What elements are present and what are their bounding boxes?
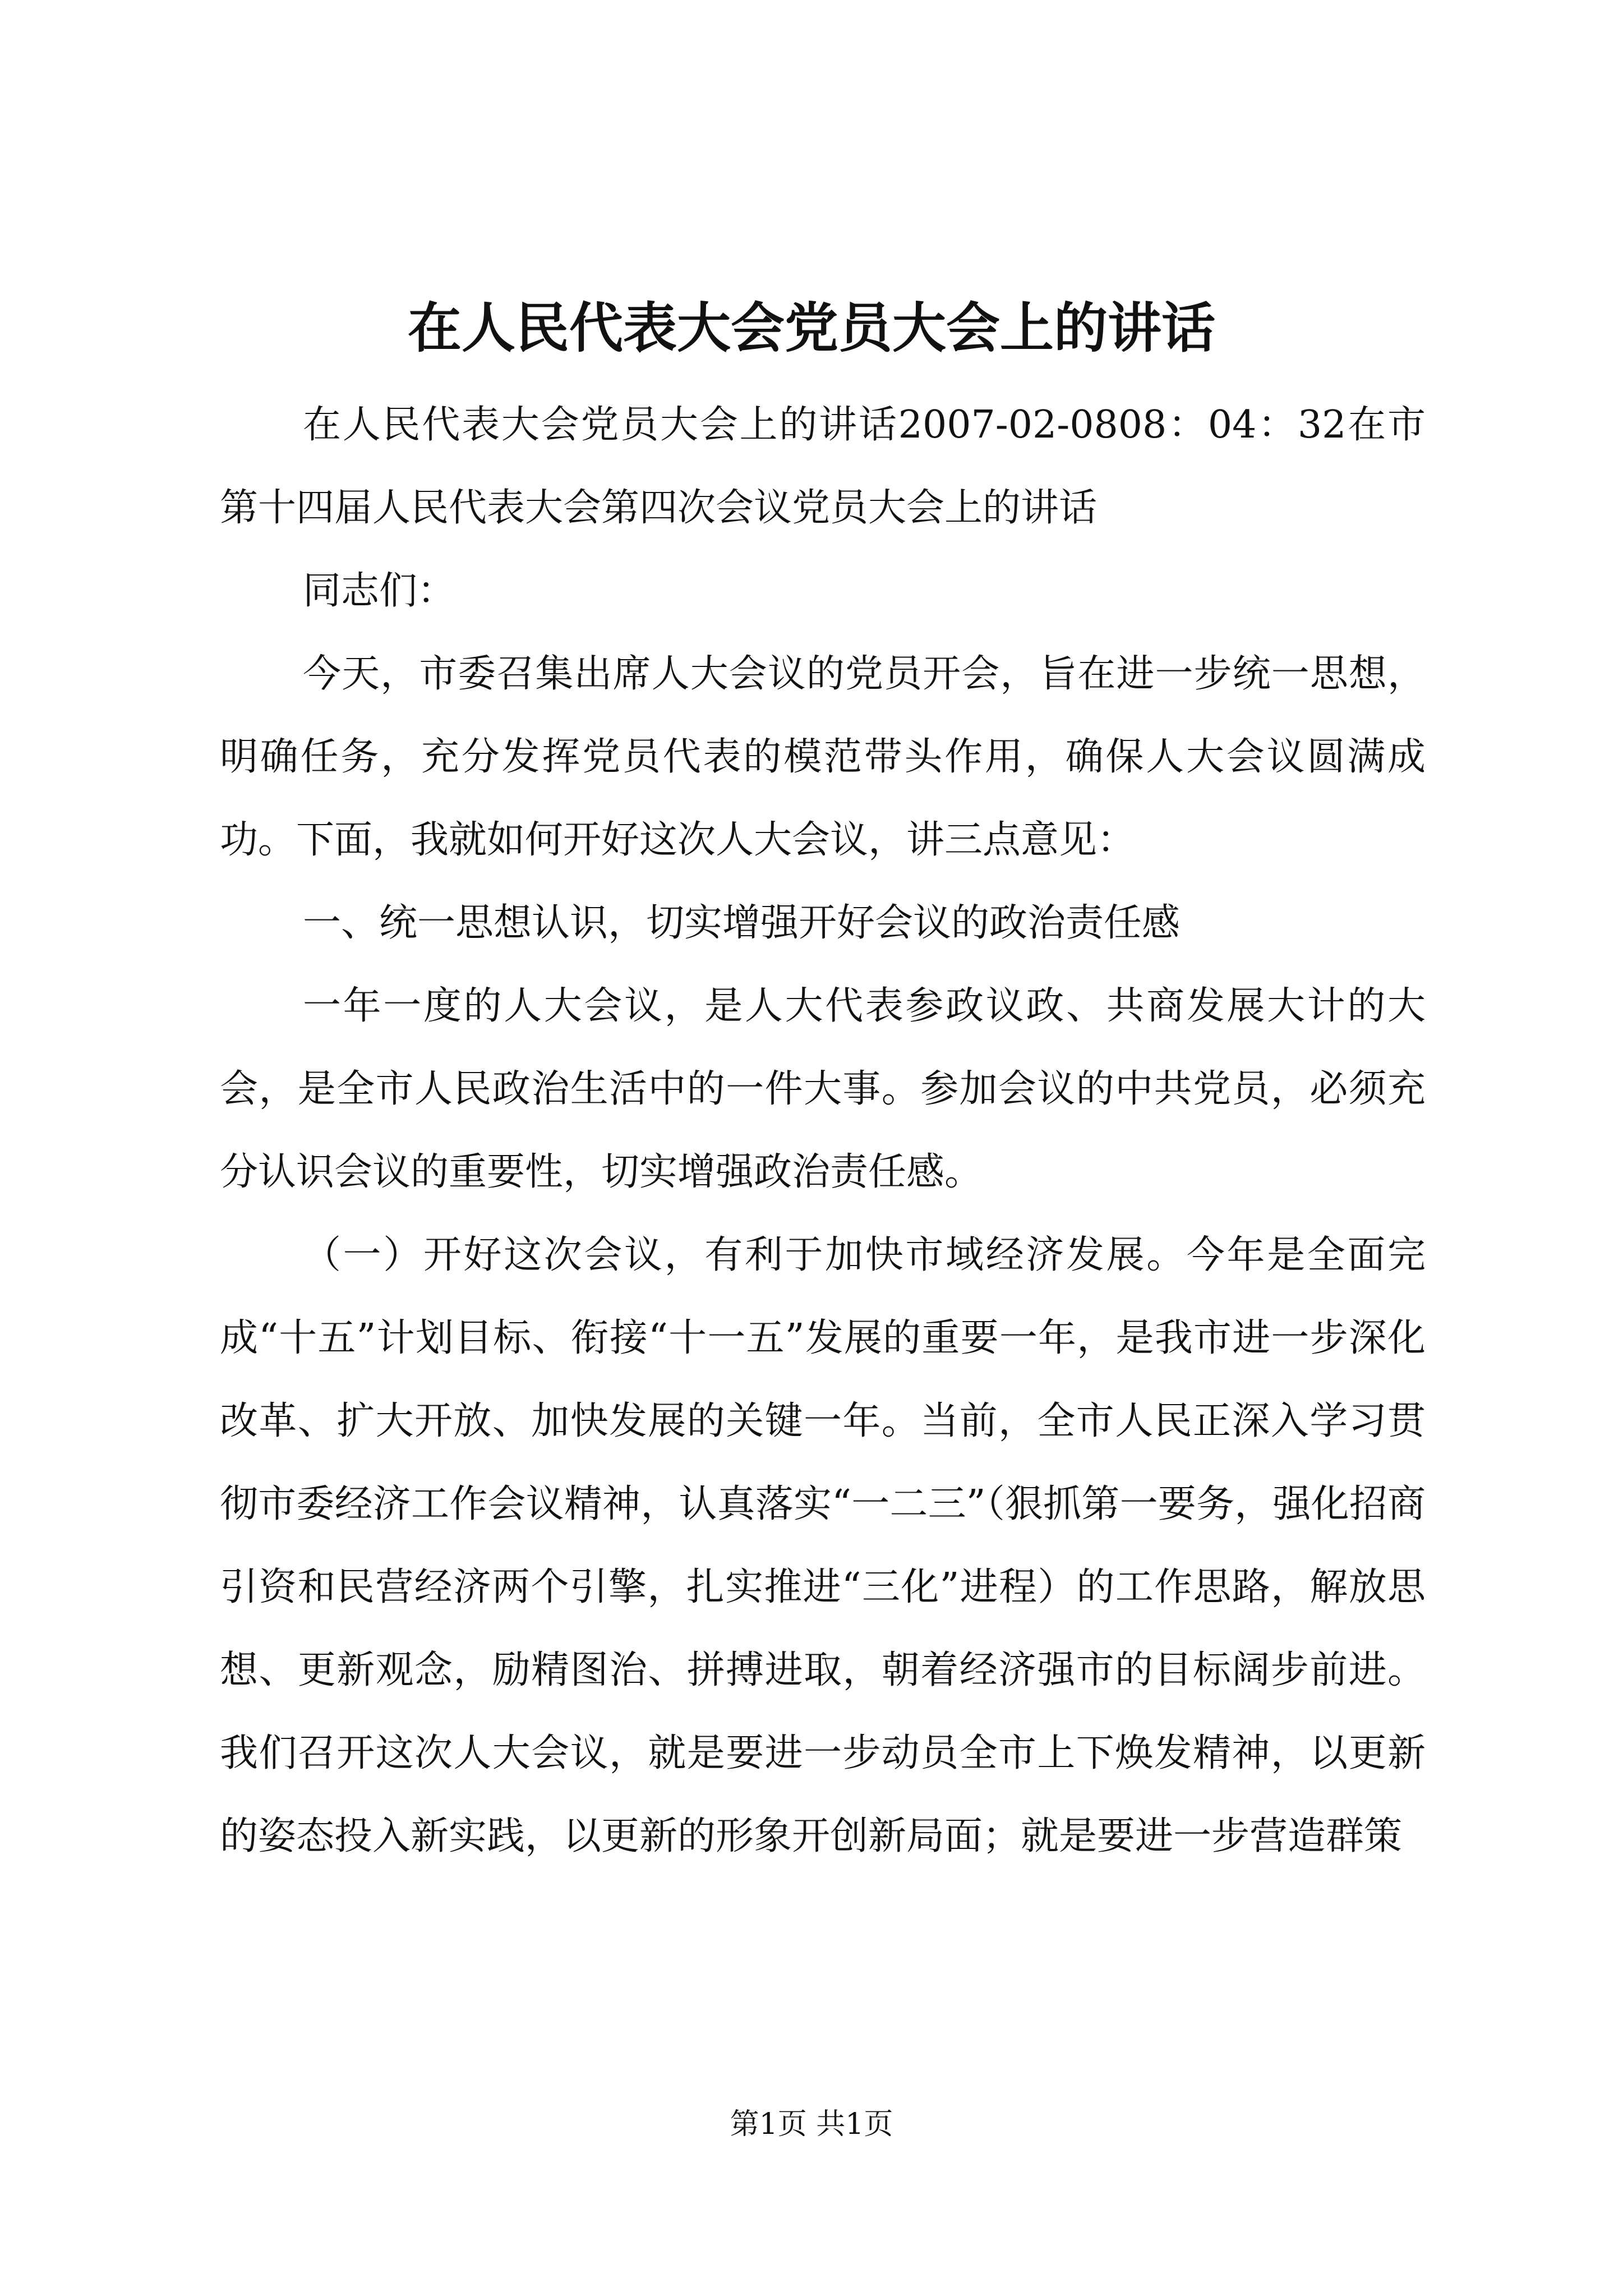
paragraph-salutation: 同志们： bbox=[303, 569, 456, 613]
page-footer: 第1页 共1页 bbox=[730, 2108, 893, 2141]
paragraph-intro: 今天，市委召集出席人大会议的党员开会，旨在进一步统一思想，明确任务，充分发挥党员代表的模范带头作用，确保人大会议圆满成功。下面，我就如何开好这次人大会议，讲三点意见： bbox=[220, 652, 1426, 862]
section-heading-1: 一、统一思想认识，切实增强开好会议的政治责任感 bbox=[303, 901, 1181, 945]
document-title: 在人民代表大会党员大会上的讲话 bbox=[408, 296, 1215, 360]
paragraph-section-1: 一年一度的人大会议，是人大代表参政议政、共商发展大计的大会，是全市人民政治生活中的一件大事。参加会议的中共党员，必须充分认识会议的重要性，切实增强政治责任感。 bbox=[220, 984, 1426, 1194]
paragraph-subsection-1: （一）开好这次会议，有利于加快市域经济发展。今年是全面完成“十五”计划目标、衔接“十一五”发展的重要一年，是我市进一步深化改革、扩大开放、加快发展的关键一年。当前，全市人民正深入学习贯彻市委经济工作会议精神，认真落实“一二三”（狠抓第一要务，强化招商引资和民营经济两个引擎，扎实推进“三化”进程）的工作思路，解放思想、更新观念，励精图治、拼搏进取，朝着经济强市的目标阔步前进。我们召开这次人大会议，就是要进一步动员全市上下焕发精神，以更新的姿态投入新实践，以更新的形象开创新局面；就是要进一步营造群策 bbox=[220, 1233, 1426, 1858]
paragraph-header-line: 在人民代表大会党员大会上的讲话2007-02-0808：04：32在市第十四届人民代表大会第四次会议党员大会上的讲话 bbox=[220, 403, 1426, 530]
document-body bbox=[220, 384, 1426, 1878]
